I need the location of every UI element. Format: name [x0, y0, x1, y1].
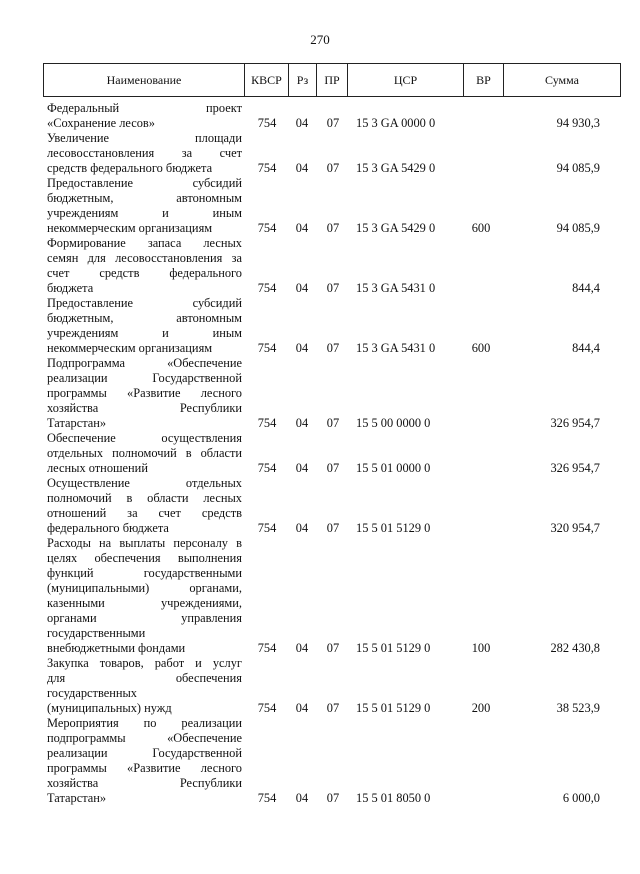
row-rz: 04 — [295, 341, 309, 355]
page-number: 270 — [310, 32, 330, 47]
row-name-line: полномочий в области лесных — [47, 491, 242, 505]
row-csr: 15 3 GA 5431 0 — [356, 341, 436, 355]
row-rz: 04 — [295, 161, 309, 175]
row-name-line: Татарстан» — [47, 791, 107, 805]
table-row — [0, 476, 640, 536]
row-rz: 04 — [295, 461, 309, 475]
row-pr: 07 — [326, 791, 340, 805]
row-name-line: реализации Государственной — [47, 746, 242, 760]
row-pr: 07 — [326, 701, 340, 715]
row-vr: 600 — [471, 341, 491, 355]
row-name-line: лесных отношений — [47, 461, 148, 475]
row-name-line: средств федерального бюджета — [47, 161, 213, 175]
row-name-line: хозяйства Республики — [47, 776, 242, 790]
row-name-line: некоммерческим организациям — [47, 341, 213, 355]
column-header-sum: Сумма — [545, 72, 579, 87]
row-name-line: отношений за счет средств — [47, 506, 242, 520]
row-csr: 15 5 01 8050 0 — [356, 791, 431, 805]
row-name-line: функций государственными — [47, 566, 242, 580]
table-row — [0, 431, 640, 476]
row-name-line: Увеличение площади — [47, 131, 242, 145]
row-sum: 320 954,7 — [550, 521, 600, 535]
row-name-line: бюджетным, автономным — [47, 191, 242, 205]
row-name-line: органами управления — [47, 611, 242, 625]
row-name-line: Закупка товаров, работ и услуг — [47, 656, 242, 670]
row-name-line: Подпрограмма «Обеспечение — [47, 356, 242, 370]
row-pr: 07 — [326, 461, 340, 475]
row-pr: 07 — [326, 521, 340, 535]
row-name-line: для обеспечения — [47, 671, 242, 685]
row-name — [47, 656, 242, 716]
row-sum: 94 085,9 — [556, 221, 600, 235]
row-name-line: лесовосстановления за счет — [47, 146, 242, 160]
table-row — [0, 236, 640, 296]
row-name-line: государственными — [47, 626, 146, 640]
row-csr: 15 5 01 5129 0 — [356, 641, 431, 655]
row-name — [47, 176, 242, 236]
table-row — [0, 296, 640, 356]
column-header-pr: ПР — [317, 64, 348, 96]
column-header-rz: Рз — [289, 64, 317, 96]
row-kvsr: 754 — [257, 461, 277, 475]
row-sum: 6 000,0 — [562, 791, 600, 805]
row-csr: 15 3 GA 5429 0 — [356, 221, 436, 235]
row-vr: 200 — [471, 701, 491, 715]
row-rz: 04 — [295, 701, 309, 715]
table-row — [0, 176, 640, 236]
row-kvsr: 754 — [257, 416, 277, 430]
row-name-line: бюджета — [47, 281, 94, 295]
row-pr: 07 — [326, 116, 340, 130]
row-name-line: счет средств федерального — [47, 266, 242, 280]
row-pr: 07 — [326, 281, 340, 295]
row-pr: 07 — [326, 341, 340, 355]
row-name-line: программы «Развитие лесного — [47, 761, 242, 775]
row-name-line: федерального бюджета — [47, 521, 169, 535]
row-name-line: отдельных полномочий в области — [47, 446, 242, 460]
row-name — [47, 101, 242, 131]
row-kvsr: 754 — [257, 161, 277, 175]
column-header-name: Наименование — [44, 64, 245, 96]
row-rz: 04 — [295, 281, 309, 295]
row-sum: 844,4 — [572, 341, 600, 355]
row-kvsr: 754 — [257, 221, 277, 235]
row-name-line: подпрограммы «Обеспечение — [47, 731, 242, 745]
table-row — [0, 536, 640, 656]
row-rz: 04 — [295, 116, 309, 130]
row-pr: 07 — [326, 416, 340, 430]
row-kvsr: 754 — [257, 521, 277, 535]
row-pr: 07 — [326, 641, 340, 655]
table-row — [0, 356, 640, 431]
row-sum: 326 954,7 — [550, 461, 600, 475]
row-kvsr: 754 — [257, 281, 277, 295]
row-vr: 100 — [471, 641, 491, 655]
table-row — [0, 101, 640, 131]
row-csr: 15 5 01 5129 0 — [356, 701, 431, 715]
row-name — [47, 476, 242, 536]
row-name-line: Предоставление субсидий — [47, 176, 242, 190]
row-name-line: Мероприятия по реализации — [47, 716, 242, 730]
row-pr: 07 — [326, 161, 340, 175]
row-name — [47, 536, 242, 656]
row-name-line: «Сохранение лесов» — [47, 116, 155, 130]
row-name-line: (муниципальными) органами, — [47, 581, 242, 595]
row-name-line: хозяйства Республики — [47, 401, 242, 415]
row-sum: 38 523,9 — [556, 701, 600, 715]
row-csr: 15 3 GA 0000 0 — [356, 116, 436, 130]
row-kvsr: 754 — [257, 791, 277, 805]
row-sum: 844,4 — [572, 281, 600, 295]
table-row — [0, 716, 640, 806]
row-sum: 94 930,3 — [556, 116, 600, 130]
row-rz: 04 — [295, 521, 309, 535]
row-name-line: целях обеспечения выполнения — [47, 551, 242, 565]
row-name — [47, 236, 242, 296]
row-kvsr: 754 — [257, 641, 277, 655]
row-sum: 326 954,7 — [550, 416, 600, 430]
table-row — [0, 131, 640, 176]
column-header-csr: ЦСР — [348, 64, 464, 96]
row-name-line: реализации Государственной — [47, 371, 242, 385]
row-pr: 07 — [326, 221, 340, 235]
row-name — [47, 356, 242, 431]
row-rz: 04 — [295, 221, 309, 235]
row-name-line: Федеральный проект — [47, 101, 242, 115]
row-name-line: Предоставление субсидий — [47, 296, 242, 310]
row-name — [47, 431, 242, 476]
row-vr: 600 — [471, 221, 491, 235]
row-name-line: программы «Развитие лесного — [47, 386, 242, 400]
row-kvsr: 754 — [257, 116, 277, 130]
row-name-line: государственных — [47, 686, 138, 700]
row-sum: 282 430,8 — [550, 641, 600, 655]
row-csr: 15 5 00 0000 0 — [356, 416, 431, 430]
row-name — [47, 131, 242, 176]
row-csr: 15 3 GA 5431 0 — [356, 281, 436, 295]
row-rz: 04 — [295, 416, 309, 430]
row-rz: 04 — [295, 791, 309, 805]
table-row — [0, 656, 640, 716]
row-name-line: семян для лесовосстановления за — [47, 251, 242, 265]
row-rz: 04 — [295, 641, 309, 655]
row-csr: 15 5 01 5129 0 — [356, 521, 431, 535]
row-csr: 15 3 GA 5429 0 — [356, 161, 436, 175]
table-header — [43, 63, 621, 97]
row-name-line: Осуществление отдельных — [47, 476, 242, 490]
row-name-line: бюджетным, автономным — [47, 311, 242, 325]
row-name — [47, 296, 242, 356]
row-name — [47, 716, 242, 806]
row-sum: 94 085,9 — [556, 161, 600, 175]
row-kvsr: 754 — [257, 341, 277, 355]
row-name-line: казенными учреждениями, — [47, 596, 242, 610]
row-name-line: Обеспечение осуществления — [47, 431, 242, 445]
row-name-line: учреждениям и иным — [47, 326, 242, 340]
row-name-line: Татарстан» — [47, 416, 107, 430]
column-header-kvsr: КВСР — [245, 64, 289, 96]
column-header-vr: ВР — [464, 64, 504, 96]
row-csr: 15 5 01 0000 0 — [356, 461, 431, 475]
row-name-line: некоммерческим организациям — [47, 221, 213, 235]
row-name-line: учреждениям и иным — [47, 206, 242, 220]
row-kvsr: 754 — [257, 701, 277, 715]
row-name-line: внебюджетными фондами — [47, 641, 186, 655]
row-name-line: Формирование запаса лесных — [47, 236, 242, 250]
row-name-line: Расходы на выплаты персоналу в — [47, 536, 242, 550]
row-name-line: (муниципальных) нужд — [47, 701, 172, 715]
